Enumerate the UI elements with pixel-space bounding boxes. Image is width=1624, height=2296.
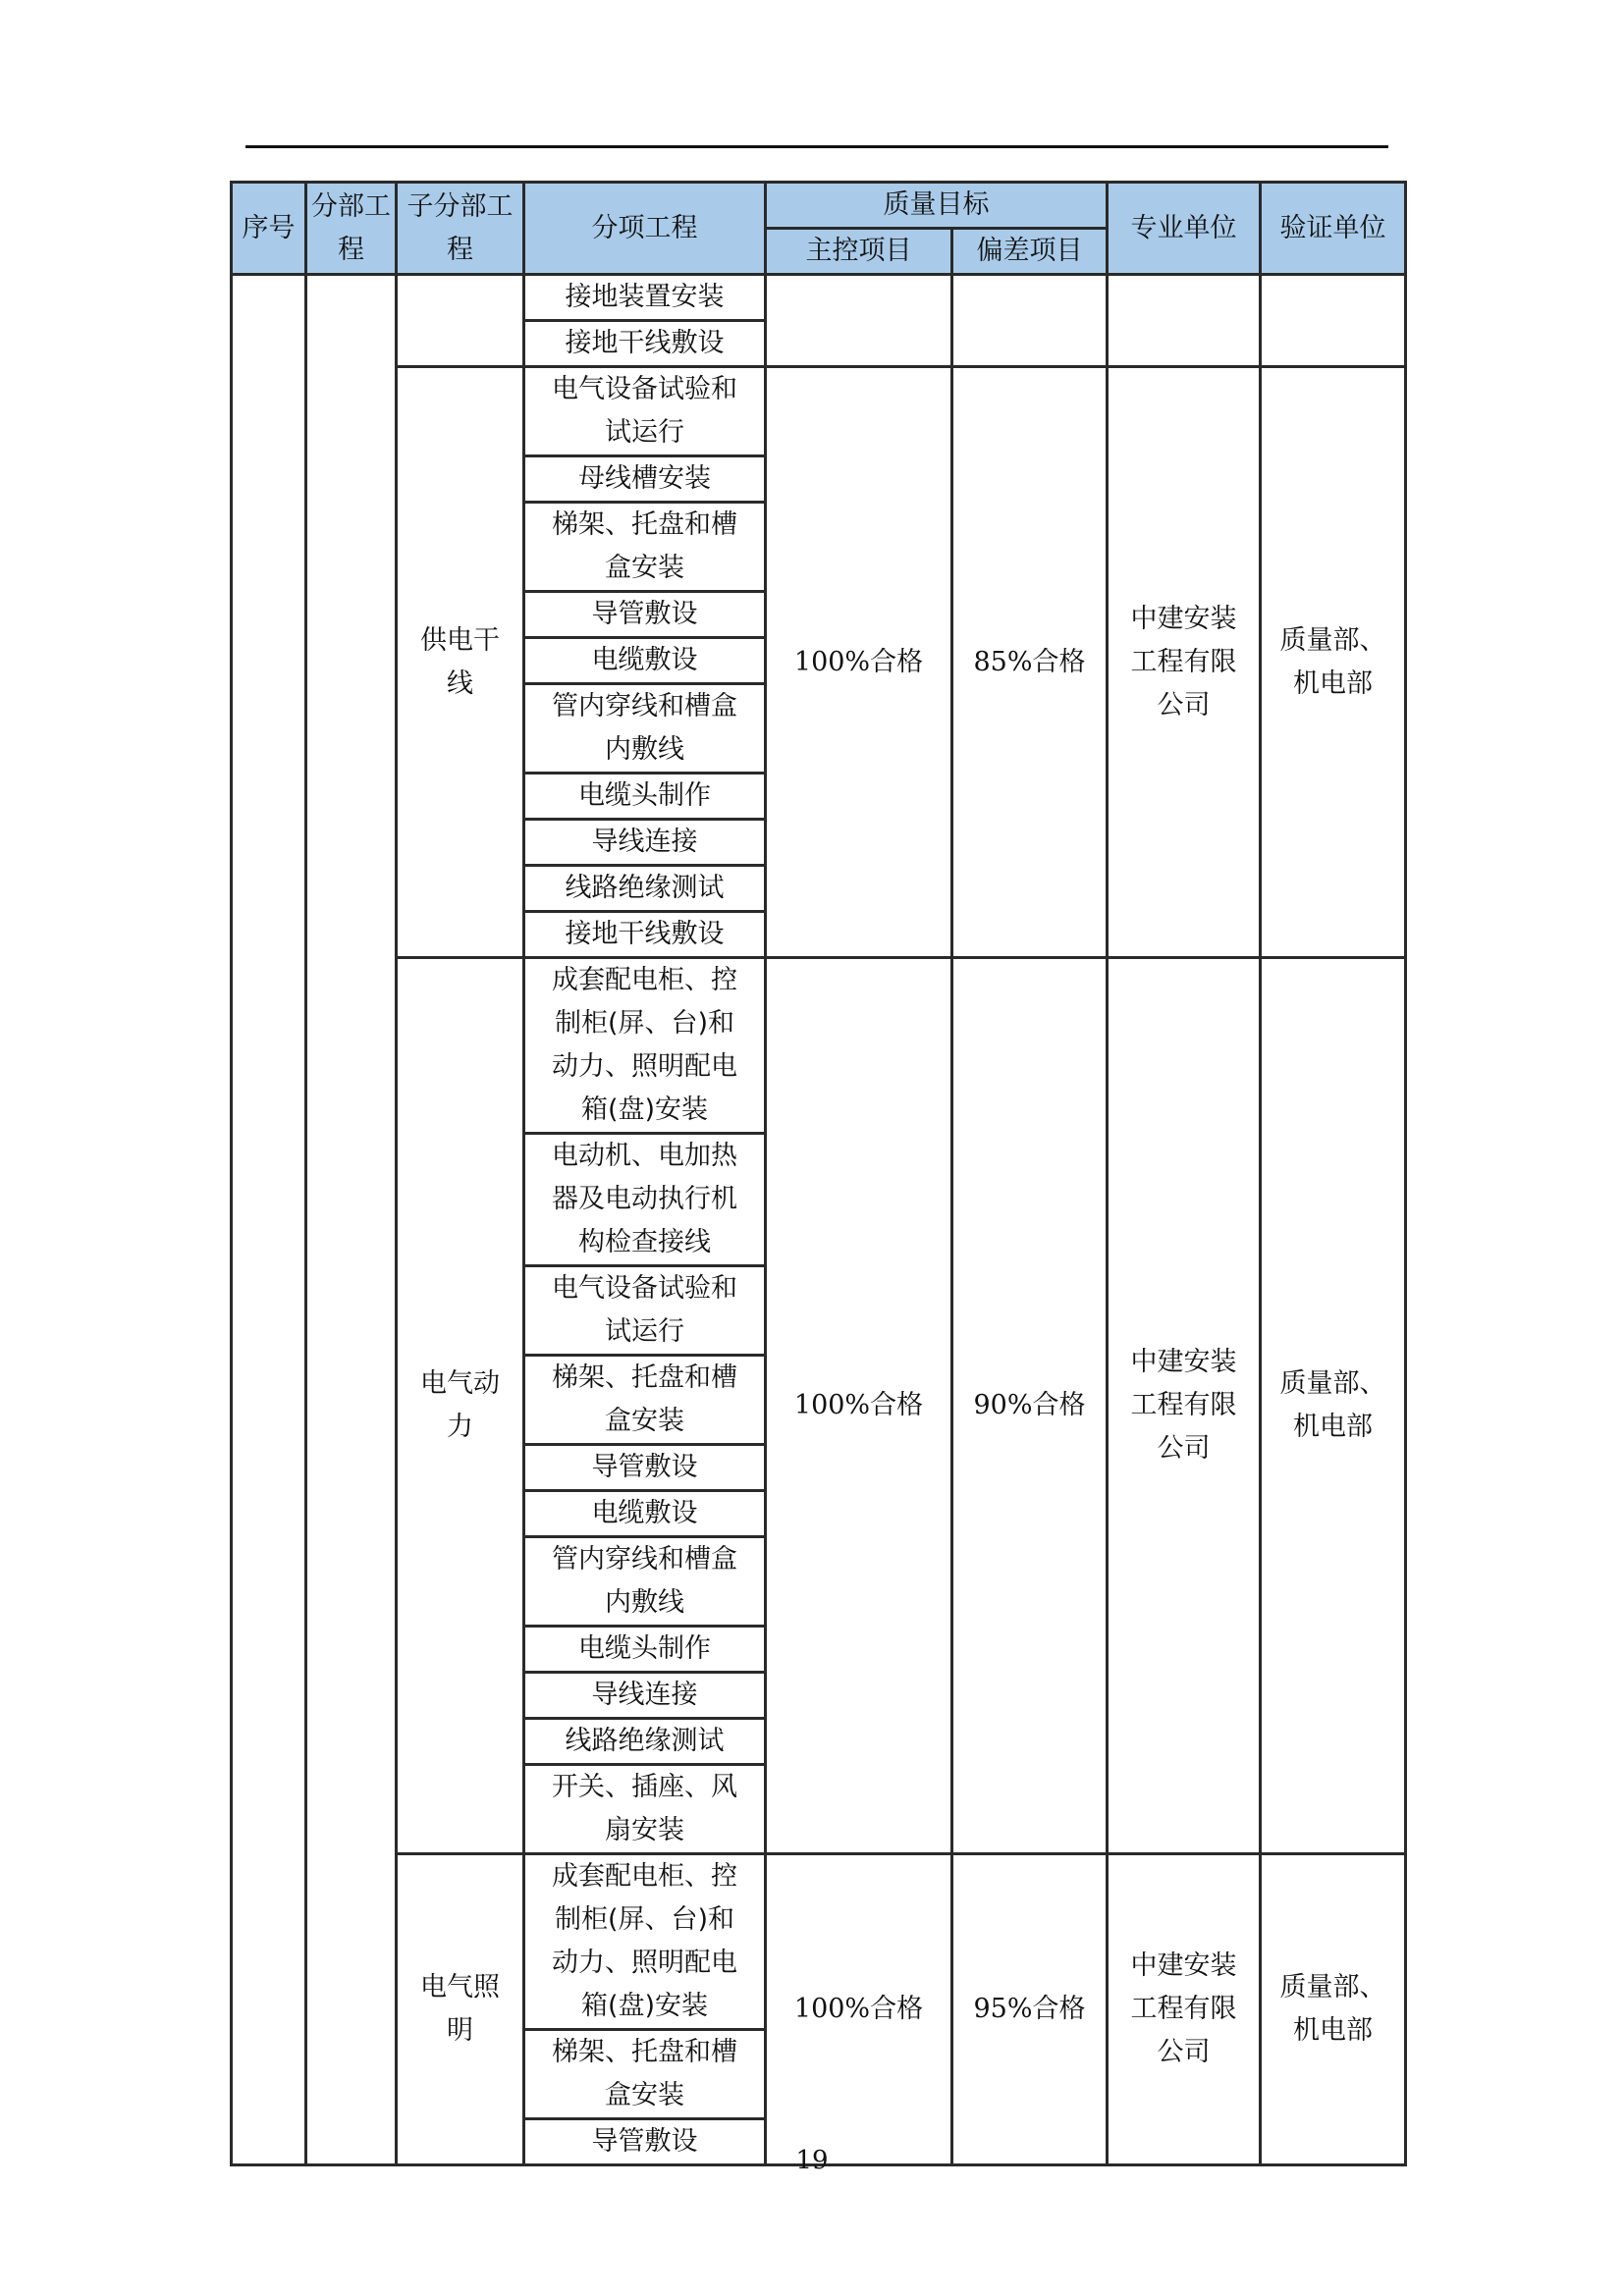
item-cell — [524, 1356, 766, 1445]
table-row — [232, 1854, 1406, 2030]
main-control-cell — [766, 275, 952, 367]
deviation-cell: 95%合格 — [952, 1854, 1108, 2165]
table-row — [232, 958, 1406, 1134]
header-specialty-unit: 专业单位 — [1108, 183, 1261, 275]
item-cell — [524, 866, 766, 912]
item-cell — [524, 503, 766, 592]
item-name: 导管敷设 — [591, 1452, 698, 1482]
page-number: 19 — [795, 2146, 829, 2175]
subdivision-name: 供电干线 — [420, 624, 500, 699]
subdivision-cell — [397, 275, 524, 367]
item-name: 管内穿线和槽盒内敷线 — [552, 1544, 737, 1618]
verify-unit-cell — [1261, 1854, 1406, 2165]
item-cell — [524, 1445, 766, 1491]
table-row — [232, 367, 1406, 456]
item-name: 电缆头制作 — [578, 780, 711, 811]
item-cell — [524, 1854, 766, 2030]
deviation-cell: 85%合格 — [952, 367, 1108, 958]
item-cell — [524, 774, 766, 820]
verify-unit-name: 质量部、机电部 — [1279, 1368, 1386, 1442]
division-cell — [306, 275, 397, 2165]
header-quality-target: 质量目标 — [766, 183, 1108, 229]
header-division: 分部工程 — [306, 183, 397, 275]
main-control-cell: 100%合格 — [766, 958, 952, 1854]
item-name: 线路绝缘测试 — [565, 1726, 725, 1756]
specialty-unit-cell — [1108, 958, 1261, 1854]
item-name: 接地干线敷设 — [565, 919, 725, 949]
verify-unit-cell — [1261, 275, 1406, 367]
item-cell — [524, 958, 766, 1134]
item-name: 电气设备试验和试运行 — [552, 374, 737, 448]
specialty-unit-cell — [1108, 1854, 1261, 2165]
quality-target-table — [230, 181, 1407, 2166]
item-cell — [524, 1134, 766, 1266]
item-name: 管内穿线和槽盒内敷线 — [552, 691, 737, 765]
subdivision-name: 电气照明 — [420, 1972, 500, 2046]
table-row — [232, 275, 1406, 321]
item-name: 成套配电柜、控制柜(屏、台)和动力、照明配电箱(盘)安装 — [552, 965, 737, 1125]
item-name: 成套配电柜、控制柜(屏、台)和动力、照明配电箱(盘)安装 — [552, 1861, 737, 2021]
header-deviation: 偏差项目 — [952, 229, 1108, 275]
header-rule — [245, 145, 1388, 148]
specialty-unit-name: 中建安装工程有限公司 — [1130, 603, 1237, 721]
seq-cell — [232, 275, 306, 2165]
item-cell: 接地干线敷设 — [524, 321, 766, 367]
item-cell — [524, 1765, 766, 1854]
item-cell — [524, 1627, 766, 1673]
item-cell — [524, 456, 766, 503]
item-name: 导管敷设 — [591, 2126, 698, 2157]
item-name: 母线槽安装 — [578, 463, 711, 494]
specialty-unit-name: 中建安装工程有限公司 — [1130, 1347, 1237, 1464]
table-body — [232, 275, 1406, 2165]
item-cell — [524, 592, 766, 638]
deviation-cell: 90%合格 — [952, 958, 1108, 1854]
item-cell — [524, 1673, 766, 1719]
item-name: 开关、插座、风扇安装 — [552, 1772, 737, 1845]
item-cell — [524, 1719, 766, 1765]
item-name: 导线连接 — [591, 827, 698, 857]
specialty-unit-cell — [1108, 275, 1261, 367]
main-control-cell: 100%合格 — [766, 1854, 952, 2165]
subdivision-cell — [397, 1854, 524, 2165]
verify-unit-name: 质量部、机电部 — [1279, 624, 1386, 699]
specialty-unit-name: 中建安装工程有限公司 — [1130, 1950, 1237, 2067]
subdivision-name: 电气动力 — [420, 1368, 500, 1442]
item-cell — [524, 1537, 766, 1627]
deviation-cell — [952, 275, 1108, 367]
main-control-cell: 100%合格 — [766, 367, 952, 958]
item-cell — [524, 2030, 766, 2119]
item-name: 电缆敷设 — [591, 1498, 698, 1528]
header-seq: 序号 — [232, 183, 306, 275]
item-name: 梯架、托盘和槽盒安装 — [552, 509, 737, 583]
verify-unit-cell — [1261, 367, 1406, 958]
item-name: 线路绝缘测试 — [565, 873, 725, 903]
subdivision-cell — [397, 367, 524, 958]
verify-unit-cell — [1261, 958, 1406, 1854]
item-cell — [524, 684, 766, 774]
header-subdivision: 子分部工程 — [397, 183, 524, 275]
item-name: 导线连接 — [591, 1680, 698, 1710]
item-cell — [524, 1491, 766, 1537]
specialty-unit-cell — [1108, 367, 1261, 958]
header-verify-unit: 验证单位 — [1261, 183, 1406, 275]
item-name: 电缆敷设 — [591, 645, 698, 675]
item-cell — [524, 912, 766, 958]
header-main-control: 主控项目 — [766, 229, 952, 275]
item-name: 梯架、托盘和槽盒安装 — [552, 1362, 737, 1436]
item-cell — [524, 820, 766, 866]
item-name: 电气设备试验和试运行 — [552, 1273, 737, 1347]
verify-unit-name: 质量部、机电部 — [1279, 1972, 1386, 2046]
item-name: 梯架、托盘和槽盒安装 — [552, 2037, 737, 2110]
header-item: 分项工程 — [524, 183, 766, 275]
item-name: 电缆头制作 — [578, 1633, 711, 1664]
item-cell — [524, 367, 766, 456]
item-cell: 接地装置安装 — [524, 275, 766, 321]
item-cell — [524, 638, 766, 684]
item-name: 导管敷设 — [591, 599, 698, 629]
subdivision-cell — [397, 958, 524, 1854]
item-name: 电动机、电加热器及电动执行机构检查接线 — [552, 1141, 737, 1257]
item-cell — [524, 1266, 766, 1356]
